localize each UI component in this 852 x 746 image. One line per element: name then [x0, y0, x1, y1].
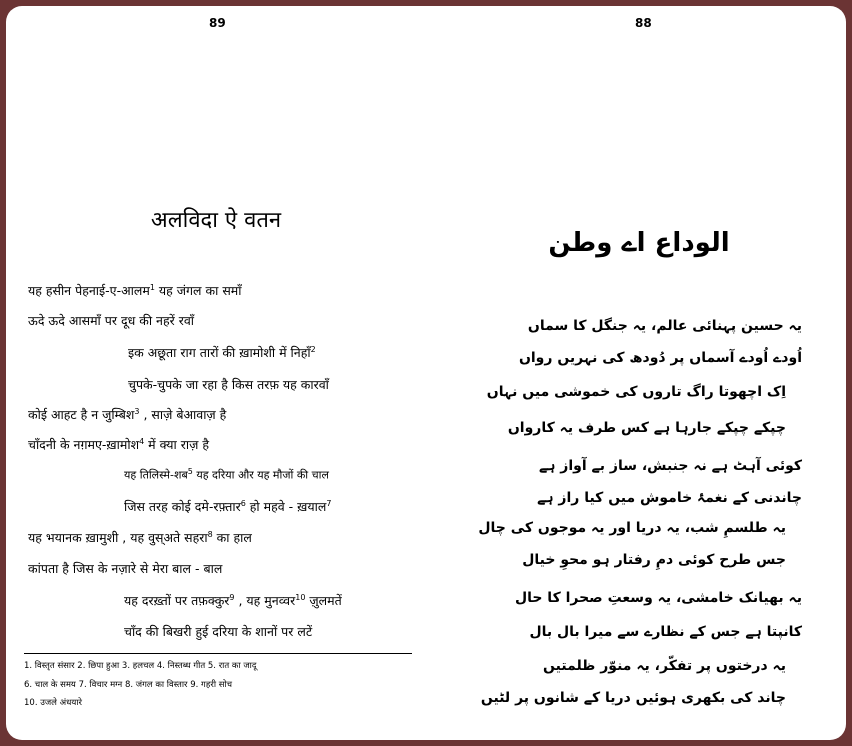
urdu-line-6: چاندنی کے نغمۂ خاموش میں کیا راز ہے: [537, 490, 802, 506]
left-page: [6, 6, 426, 740]
urdu-line-8: جس طرح کوئی دمِ رفتار ہو محوِ خیال: [522, 552, 786, 568]
footnote-divider: [24, 653, 412, 654]
footnote-line-3: 10. उजले अंधयारे: [24, 698, 82, 708]
urdu-line-5: کوئی آہٹ ہے نہ جنبش، ساز بے آواز ہے: [539, 458, 802, 474]
hindi-line-1: यह हसीन पेहनाई-ए-आलम$^1$ यह जंगल का समाँ: [28, 282, 242, 298]
urdu-line-2: اُودے اُودے آسماں پر دُودھ کی نہریں رواں: [518, 350, 802, 366]
footnote-line-1: 1. विस्तृत संसार 2. छिपा हुआ 3. हलचल 4. निस्तब्ध गीत 5. रात का जादू: [24, 661, 257, 671]
hindi-line-5: कोई आहट है न जुम्बिश$^3$ , साज़े बेआवाज़ है: [28, 406, 227, 422]
poem-title-hindi: अलविदा ऐ वतन: [150, 208, 282, 233]
hindi-line-4: चुपके-चुपके जा रहा है किस तरफ़ यह कारवाँ: [128, 377, 329, 392]
page-number-left: 89: [209, 16, 226, 30]
urdu-line-3: اِک اچھوتا راگ تاروں کی خموشی میں نہاں: [486, 384, 786, 400]
hindi-line-8: जिस तरह कोई दमे-रफ़्तार$^6$ हो महवे - ख़याल$^7$: [124, 498, 332, 514]
hindi-line-3: इक अछूता राग तारों की ख़ामोशी में निहाँ$^2$: [128, 344, 316, 360]
urdu-line-10: کانپتا ہے جس کے نظارے سے میرا بال بال: [529, 624, 802, 640]
hindi-line-7: यह तिलिस्मे-शब$^5$ यह दरिया और यह मौजों की चाल: [124, 467, 329, 482]
urdu-line-1: یہ حسین پہنائی عالم، یہ جنگل کا سماں: [527, 318, 802, 334]
urdu-line-12: چاند کی بکھری ہوئیں دریا کے شانوں پر لٹیں: [480, 690, 786, 706]
book-spread: [6, 6, 846, 740]
hindi-line-9: यह भयानक ख़ामुशी , यह वुस्अते सहरा$^8$ का हाल: [28, 529, 252, 545]
page-number-right: 88: [635, 16, 652, 30]
right-page: [432, 6, 846, 740]
hindi-line-12: चाँद की बिखरी हुई दरिया के शानों पर लटें: [124, 624, 313, 639]
urdu-line-9: یہ بھیانک خامشی، یہ وسعتِ صحرا کا حال: [514, 590, 802, 606]
urdu-line-11: یہ درختوں پر تفکّر، یہ منوّر ظلمتیں: [543, 658, 786, 674]
urdu-line-4: چپکے چپکے جارہا ہے کس طرف یہ کارواں: [507, 420, 786, 436]
poem-title-urdu: الوداع اے وطن: [548, 228, 730, 258]
urdu-line-7: یہ طلسمِ شب، یہ دریا اور یہ موجوں کی چال: [478, 520, 786, 536]
footnote-line-2: 6. चाल के समय 7. विचार मग्न 8. जंगल का विस्तार 9. गहरी सोच: [24, 680, 233, 690]
hindi-line-11: यह दरख़्तों पर तफ़क्कुर$^9$ , यह मुनव्वर$^{10}$ ज़ुलमतें: [124, 592, 342, 608]
hindi-line-6: चाँदनी के नग़मए-ख़ामोश$^4$ में क्या राज़ है: [28, 436, 209, 452]
hindi-line-2: ऊदे ऊदे आसमाँ पर दूध की नहरें रवाँ: [28, 313, 195, 328]
hindi-line-10: कांपता है जिस के नज़ारे से मेरा बाल - बाल: [28, 561, 223, 576]
